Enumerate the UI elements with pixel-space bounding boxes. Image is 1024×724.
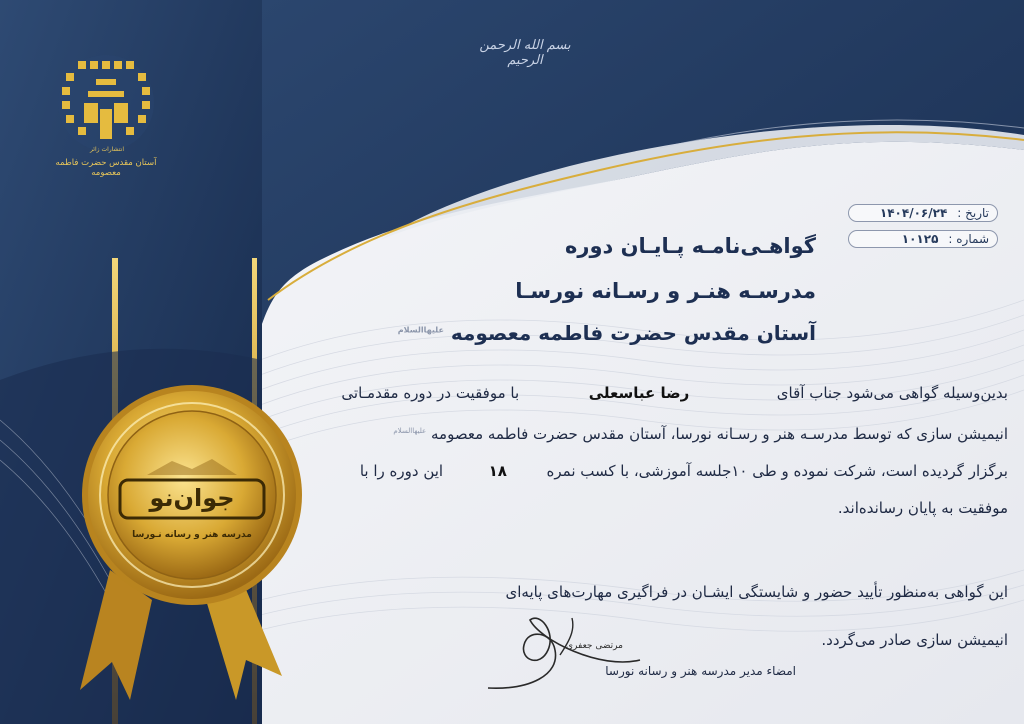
confirmation-line-2: انیمیشن سازی صادر می‌گردد.: [821, 631, 1008, 649]
date-value: ۱۴۰۴/۰۶/۲۴: [879, 206, 948, 220]
number-field: [848, 230, 998, 248]
school-title: مدرسـه هنـر و رسـانه نورسـا: [515, 279, 816, 303]
date-label: تاریخ :: [957, 206, 989, 220]
body-line-2: [308, 425, 1008, 443]
signer-name: مرتضی جعفری: [566, 641, 623, 651]
score-value: ۱۸: [488, 462, 507, 480]
seal-caption: مدرسه هنر و رسانه نـورسا: [132, 530, 252, 540]
number-value: ۱۰۱۲۵: [901, 232, 939, 246]
body-line-3-end: این دوره را با: [359, 462, 444, 480]
body-line-1-start: بدین‌وسیله گواهی می‌شود جناب آقای: [776, 384, 1008, 402]
body-line-3: [308, 462, 1008, 480]
number-label: شماره :: [948, 232, 989, 246]
body-line-1-end: با موفقیت در دوره مقدمـاتی: [341, 384, 520, 402]
logo-caption: آستان مقدس حضرت فاطمه معصومه: [55, 158, 157, 178]
recipient-name: رضا عباسعلی: [588, 384, 690, 402]
body-line-3-start: برگزار گردیده است، شرکت نموده و طی ۱۰جلسه آموزشی، با کسب نمره: [546, 462, 1008, 480]
date-field: [848, 204, 998, 222]
signer-title: امضاء مدیر مدرسه هنر و رسانه نورسا: [605, 664, 796, 678]
bismillah-calligraphy: بسم الله الرحمن الرحیم: [479, 38, 571, 68]
shrine-honorific: علیهاالسلام: [397, 325, 444, 335]
confirmation-line-1: این گواهی به‌منظور تأیید حضور و شایستگی ایشـان در فراگیری مهارت‌های پایه‌ای: [505, 583, 1008, 601]
shrine-title-text: آستان مقدس حضرت فاطمه معصومه: [450, 321, 816, 345]
body-honorific: علیهاالسلام: [393, 427, 427, 435]
logo-small-text: انتشارات زائر: [90, 146, 124, 153]
body-line-1: [341, 384, 1008, 402]
shrine-title: [398, 321, 816, 345]
body-line-4: موفقیت به پایان رسانده‌اند.: [837, 499, 1008, 517]
body-line-2-text: انیمیشن سازی که توسط مدرسـه هنر و رسـانه نورسا، آستان مقدس حضرت فاطمه معصومه: [431, 425, 1008, 443]
seal-logo-text: جوان‌نو: [149, 484, 235, 512]
certificate-title: گواهـی‌نامـه پـایـان دوره: [564, 234, 816, 258]
